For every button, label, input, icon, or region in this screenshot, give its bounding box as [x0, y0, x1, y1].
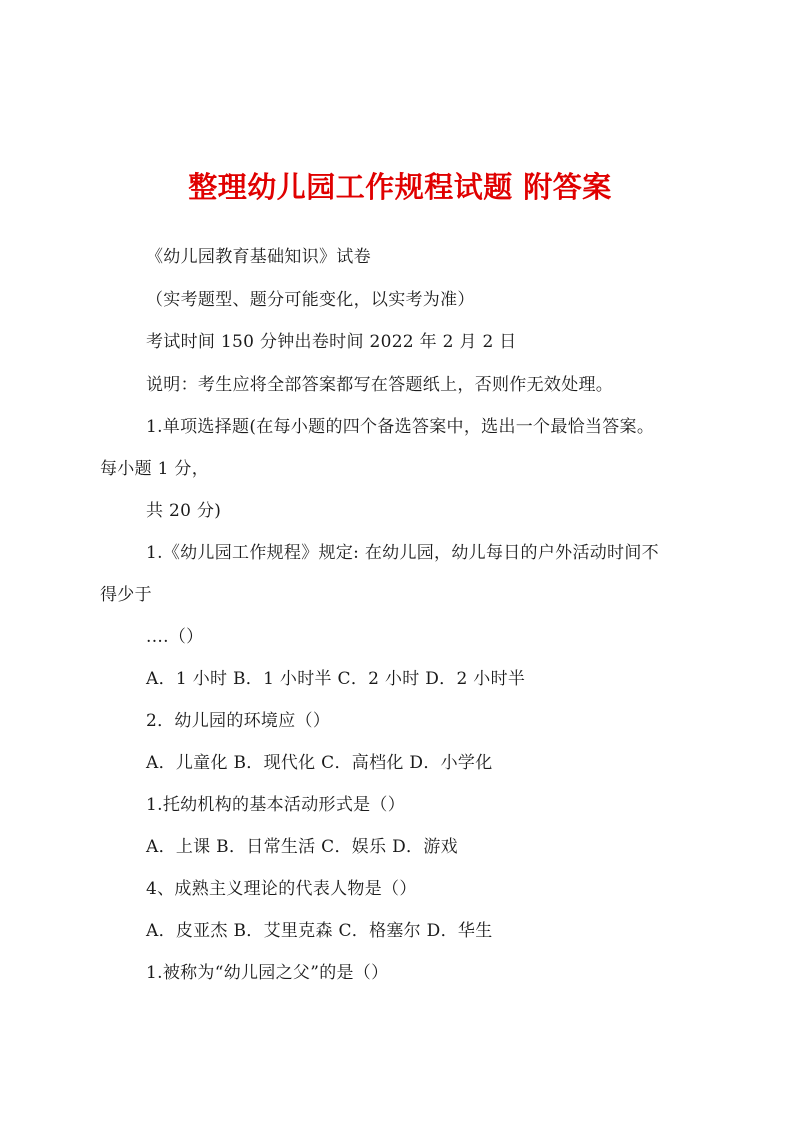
- exam-time-line: 考试时间 150 分钟出卷时间 2022 年 2 月 2 日: [146, 332, 517, 352]
- section-heading-continuation: 每小题 1 分，: [100, 459, 210, 479]
- question-3-line: 1.托幼机构的基本活动形式是（）: [146, 795, 406, 815]
- question-5-line: 1.被称为“幼儿园之父”的是（）: [146, 963, 389, 983]
- exam-name-line: 《幼儿园教育基础知识》试卷: [146, 247, 371, 267]
- section-heading-line: 1.单项选择题(在每小题的四个备选答案中，选出一个最恰当答案。: [146, 417, 655, 437]
- instruction-line: 说明：考生应将全部答案都写在答题纸上，否则作无效处理。: [146, 375, 614, 395]
- section-score-line: 共 20 分): [146, 501, 222, 521]
- question-1-options: A．1 小时 B．1 小时半 C．2 小时 D．2 小时半: [146, 669, 526, 689]
- question-2-line: 2．幼儿园的环境应（）: [146, 711, 331, 731]
- question-1-continuation: 得少于: [100, 585, 152, 605]
- question-2-options: A．儿童化 B．现代化 C．高档化 D．小学化: [146, 753, 493, 773]
- question-4-line: 4、成熟主义理论的代表人物是（）: [146, 879, 417, 899]
- question-1-blank: ....（）: [146, 627, 204, 647]
- document-title: 整理幼儿园工作规程试题 附答案: [188, 170, 612, 204]
- question-1-line: 1.《幼儿园工作规程》规定: 在幼儿园，幼儿每日的户外活动时间不: [146, 543, 659, 563]
- exam-note-line: （实考题型、题分可能变化，以实考为准）: [146, 290, 475, 310]
- question-3-options: A．上课 B．日常生活 C．娱乐 D．游戏: [146, 837, 458, 857]
- question-4-options: A．皮亚杰 B．艾里克森 C．格塞尔 D．华生: [146, 921, 493, 941]
